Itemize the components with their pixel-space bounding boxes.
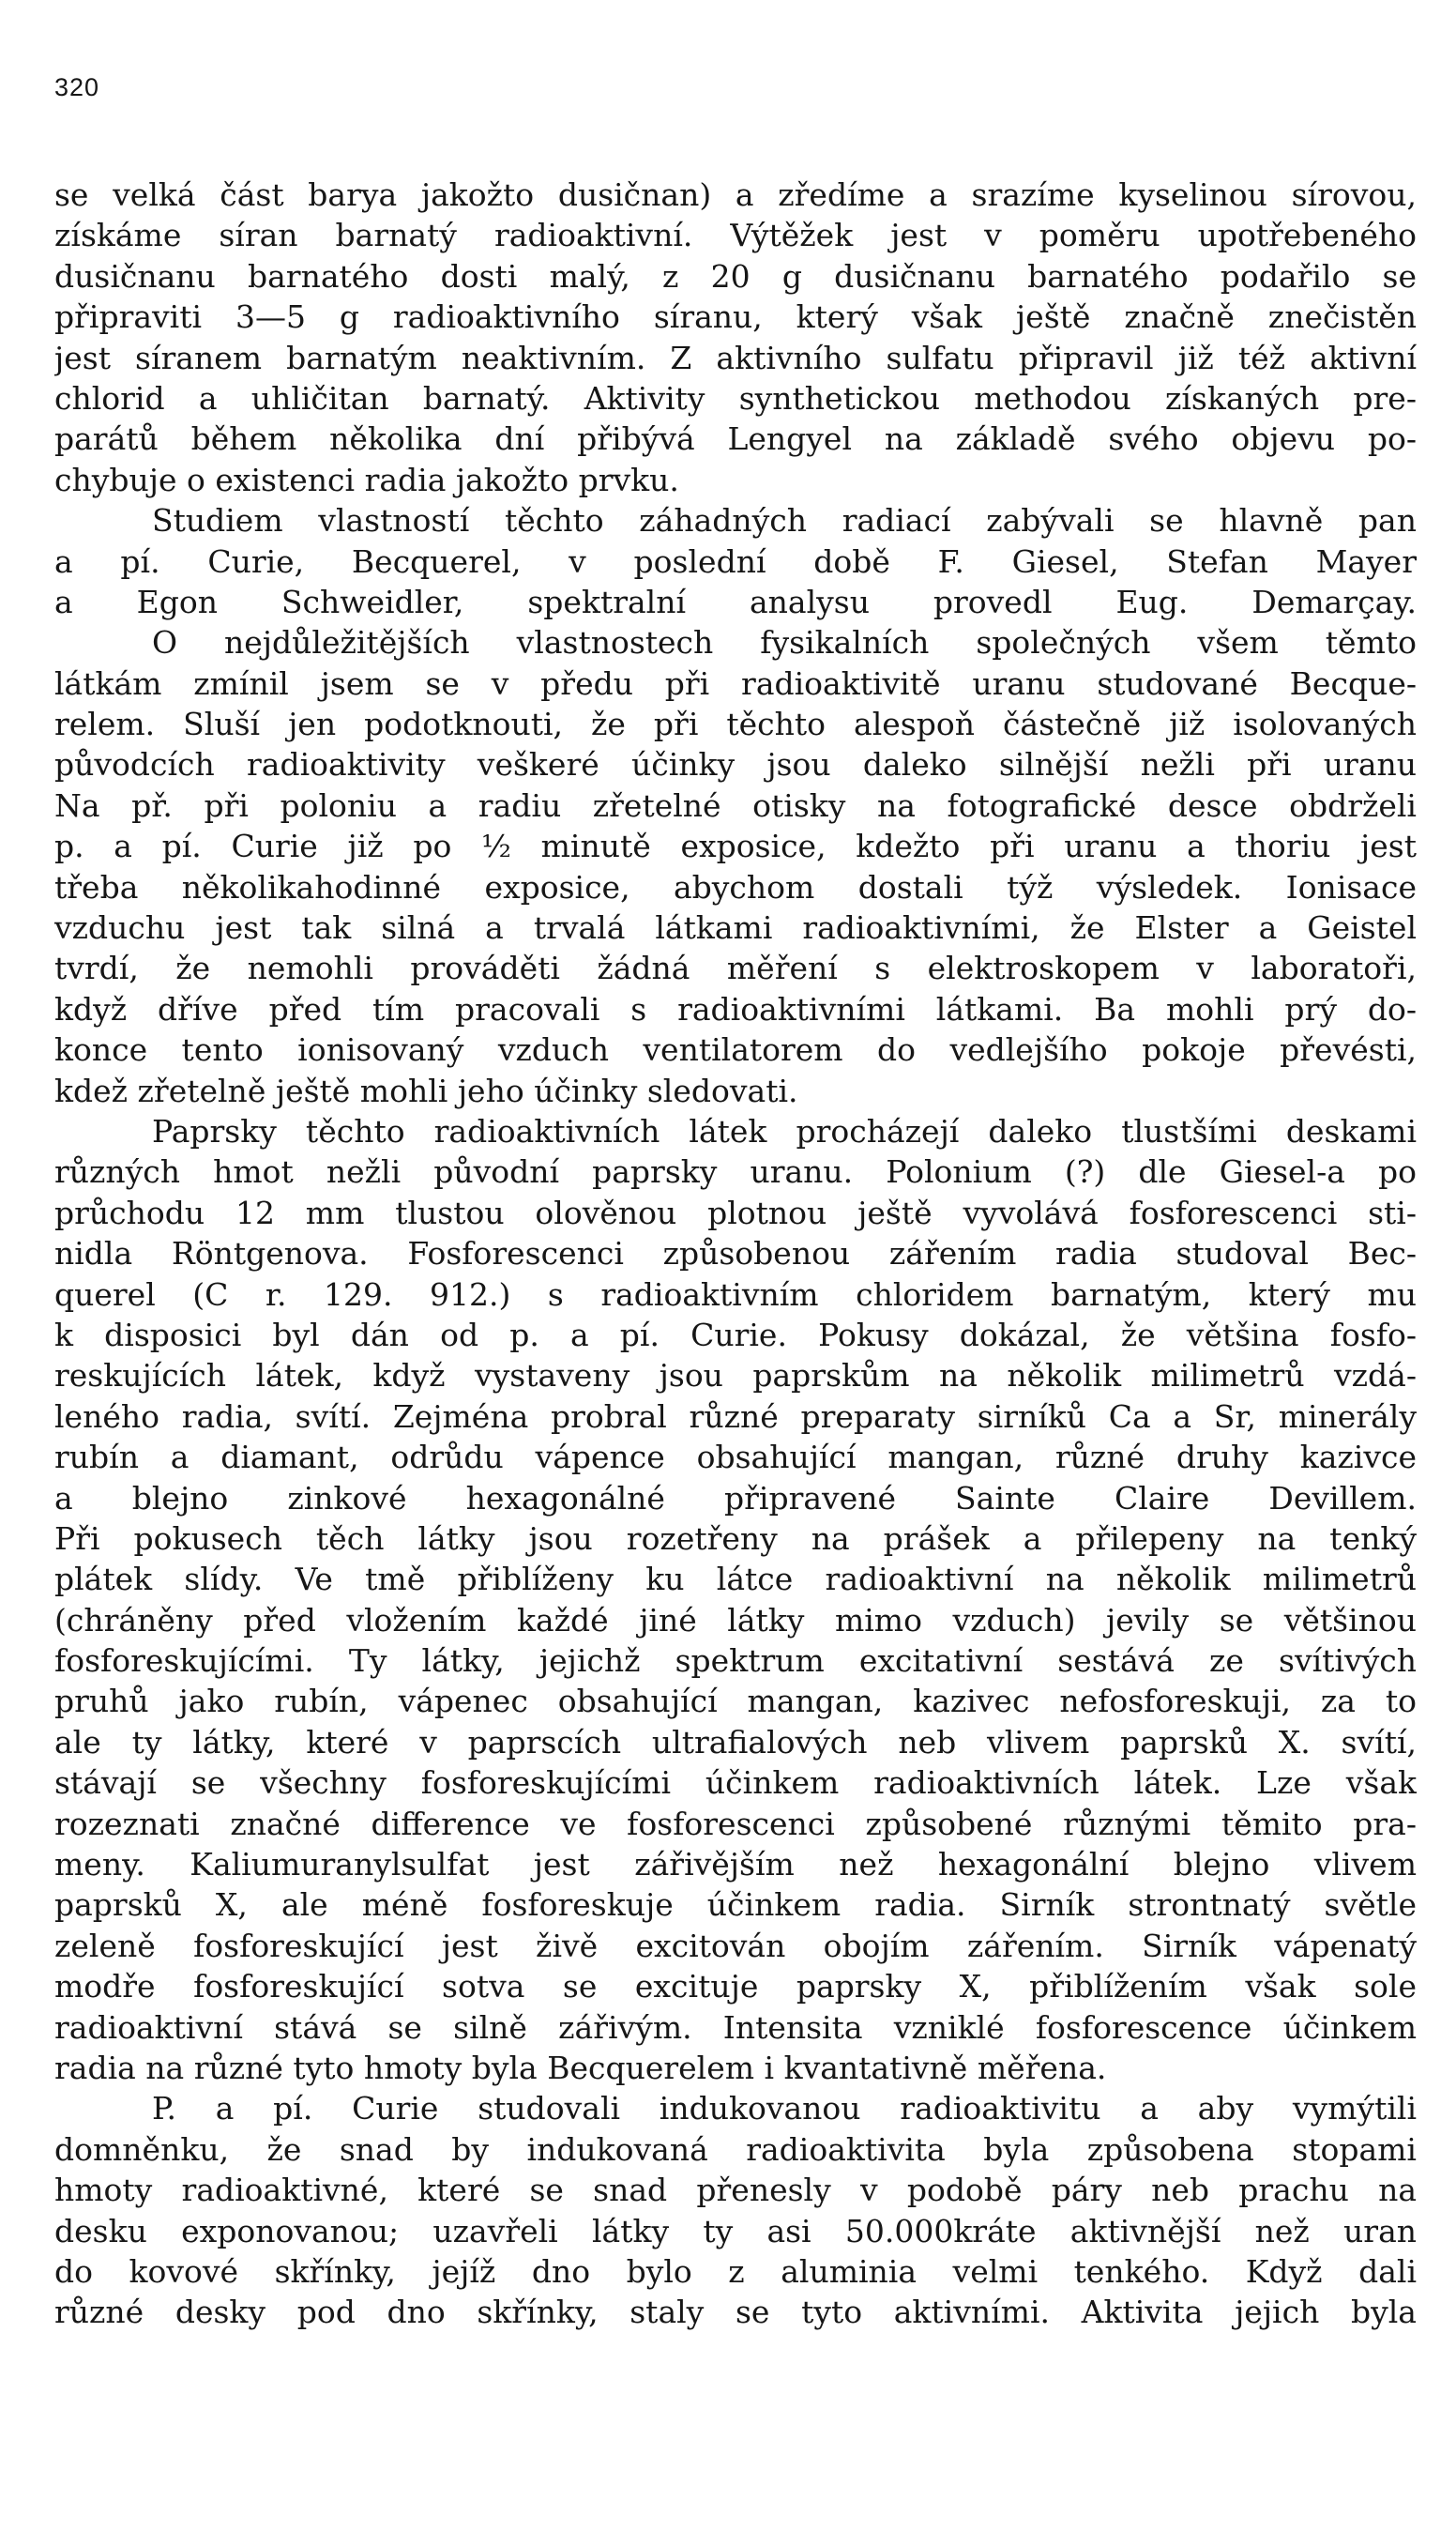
- text-line: látkám zmínil jsem se v předu při radioaktivitě uranu studované Becque-: [54, 664, 1417, 702]
- text-line: Studiem vlastností těchto záhadných radiací zabývali se hlavně pan: [152, 502, 1417, 540]
- text-line: leného radia, svítí. Zejména probral různé preparaty sirníků Ca a Sr, minerály: [54, 1397, 1417, 1435]
- text-line: desku exponovanou; uzavřeli látky ty asi 50.000kráte aktivnější než uran: [54, 2212, 1417, 2249]
- text-line: konce tento ionisovaný vzduch ventilatorem do vedlejšího pokoje převésti,: [54, 1031, 1417, 1069]
- page-number: 320: [54, 73, 100, 101]
- text-line: původcích radioaktivity veškeré účinky jsou daleko silnější nežli při uranu: [54, 746, 1417, 784]
- text-line: připraviti 3—5 g radioaktivního síranu, který však ještě značně znečistěn: [54, 298, 1417, 336]
- text-line: O nejdůležitějších vlastnostech fysikalních společných všem těmto: [152, 624, 1417, 662]
- text-line: hmoty radioaktivné, které se snad přenesly v podobě páry neb prachu na: [54, 2172, 1417, 2209]
- text-line: nidla Röntgenova. Fosforescenci způsobenou zářením radia studoval Bec-: [54, 1235, 1417, 1273]
- text-line: a Egon Schweidler, spektralní analysu provedl Eug. Demarçay.: [54, 583, 1417, 620]
- text-line: Na př. při poloniu a radiu zřetelné otisky na fotografické desce obdrželi: [54, 786, 1417, 824]
- text-line: k disposici byl dán od p. a pí. Curie. Pokusy dokázal, že většina fosfo-: [54, 1316, 1417, 1353]
- text-line: tvrdí, že nemohli prováděti žádná měření s elektroskopem v laboratoři,: [54, 950, 1417, 987]
- text-line: kdež zřetelně ještě mohli jeho účinky sledovati.: [54, 1072, 798, 1109]
- text-line: plátek slídy. Ve tmě přiblíženy ku látce radioaktivní na několik milimetrů: [54, 1561, 1417, 1598]
- text-line: radia na různé tyto hmoty byla Becquerelem i kvantativně měřena.: [54, 2049, 1107, 2086]
- text-line: zeleně fosforeskující jest živě excitován obojím zářením. Sirník vápenatý: [54, 1927, 1417, 1964]
- text-line: parátů během několika dní přibývá Lengyel na základě svého objevu po-: [54, 420, 1417, 458]
- text-line: stávají se všechny fosforeskujícími účinkem radioaktivních látek. Lze však: [54, 1764, 1417, 1802]
- text-line: vzduchu jest tak silná a trvalá látkami radioaktivními, že Elster a Geistel: [54, 909, 1417, 947]
- text-line: (chráněny před vložením každé jiné látky mimo vzduch) jevily se většinou: [54, 1601, 1417, 1639]
- text-line: třeba několikahodinné exposice, abychom dostali týž výsledek. Ionisace: [54, 868, 1417, 906]
- text-line: když dříve před tím pracovali s radioaktivními látkami. Ba mohli prý do-: [54, 990, 1417, 1028]
- text-line: se velká část barya jakožto dusičnan) a zředíme a srazíme kyselinou sírovou,: [54, 176, 1417, 213]
- text-line: ale ty látky, které v paprscích ultrafialových neb vlivem paprsků X. svítí,: [54, 1723, 1417, 1761]
- text-line: a pí. Curie, Becquerel, v poslední době F. Giesel, Stefan Mayer: [54, 542, 1417, 580]
- text-line: rubín a diamant, odrůdu vápence obsahující mangan, různé druhy kazivce: [54, 1439, 1417, 1476]
- text-line: různých hmot nežli původní paprsky uranu. Polonium (?) dle Giesel-a po: [54, 1153, 1417, 1191]
- text-line: reskujících látek, když vystaveny jsou paprskům na několik milimetrů vzdá-: [54, 1357, 1417, 1395]
- text-line: paprsků X, ale méně fosforeskuje účinkem radia. Sirník strontnatý světle: [54, 1886, 1417, 1924]
- text-line: fosforeskujícími. Ty látky, jejichž spektrum excitativní sestává ze svítivých: [54, 1642, 1417, 1680]
- text-line: pruhů jako rubín, vápenec obsahující mangan, kazivec nefosforeskuji, za to: [54, 1683, 1417, 1720]
- text-line: chybuje o existenci radia jakožto prvku.: [54, 461, 679, 498]
- body-text: [54, 175, 1417, 2333]
- text-line: jest síranem barnatým neaktivním. Z aktivního sulfatu připravil již též aktivní: [54, 339, 1417, 376]
- text-line: domněnku, že snad by indukovaná radioaktivita byla způsobena stopami: [54, 2130, 1417, 2168]
- text-line: různé desky pod dno skřínky, staly se tyto aktivními. Aktivita jejich byla: [54, 2294, 1417, 2331]
- text-line: chlorid a uhličitan barnatý. Aktivity synthetickou methodou získaných pre-: [54, 379, 1417, 417]
- text-line: rozeznati značné differencе ve fosforescenci způsobené různými těmito pra-: [54, 1805, 1417, 1842]
- text-line: dusičnanu barnatého dosti malý, z 20 g dusičnanu barnatého podařilo se: [54, 257, 1417, 295]
- text-line: radioaktivní stává se silně zářivým. Intensita vzniklé fosforescence účinkem: [54, 2008, 1417, 2046]
- text-line: querel (C r. 129. 912.) s radioaktivním chloridem barnatým, který mu: [54, 1275, 1417, 1313]
- text-line: p. a pí. Curie již po ½ minutě exposice, kdežto při uranu a thoriu jest: [54, 828, 1417, 865]
- text-line: průchodu 12 mm tlustou olověnou plotnou ještě vyvolává fosforescenci sti-: [54, 1194, 1417, 1231]
- text-line: do kovové skřínky, jejíž dno bylo z aluminia velmi tenkého. Když dali: [54, 2252, 1417, 2290]
- text-line: Paprsky těchto radioaktivních látek procházejí daleko tlustšími deskami: [152, 1112, 1417, 1150]
- text-line: relem. Sluší jen podotknouti, že při těchto alespoň částečně již isolovaných: [54, 706, 1417, 743]
- text-line: Při pokusech těch látky jsou rozetřeny na prášek a přilepeny na tenký: [54, 1519, 1417, 1557]
- text-line: a blejno zinkové hexagonálné připravené Sainte Claire Devillem.: [54, 1479, 1417, 1517]
- text-line: modře fosforeskující sotva se excituje paprsky X, přiblížením však sole: [54, 1968, 1417, 2005]
- text-line: P. a pí. Curie studovali indukovanou radioaktivitu a aby vymýtili: [152, 2090, 1417, 2127]
- text-line: meny. Kaliumuranylsulfat jest zářivějším než hexagonální blejno vlivem: [54, 1846, 1417, 1883]
- text-line: získáme síran barnatý radioaktivní. Výtěžek jest v poměru upotřebeného: [54, 217, 1417, 254]
